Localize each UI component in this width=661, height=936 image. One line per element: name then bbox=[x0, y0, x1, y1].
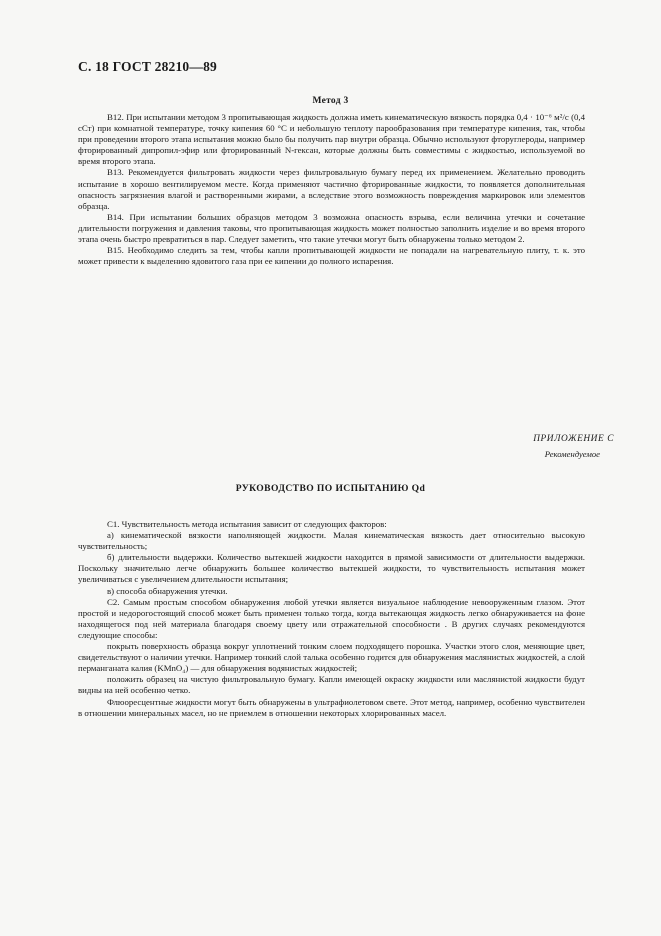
list-item-a: а) кинематической вязкости наполняющей жидкости. Малая кинематическая вязкость дает относительно высокую чувствительность; bbox=[78, 530, 585, 552]
guide-title: РУКОВОДСТВО ПО ИСПЫТАНИЮ Qd bbox=[235, 483, 426, 494]
appendix-status: Рекомендуемое bbox=[544, 449, 600, 459]
paragraph-b13: В13. Рекомендуется фильтровать жидкости через фильтровальную бумагу перед их применением. Желательно проводить испытание в хорошо вентилируемом месте. Когда применяют частично фторированные жидкости, то появляется дополнительная опасность загрязнения влагой и растворенными жирами, а вследствие этого возможность повреждения маркировок или элементов образца. bbox=[78, 167, 585, 211]
list-item-b: б) длительности выдержки. Количество вытекшей жидкости находится в прямой зависимости от длительности выдержки. Поскольку значительно легче обнаружить большее количество вытекшей жидкости, то чувствительность испытания может увеличиваться с увеличением длительности испытания; bbox=[78, 552, 585, 585]
paragraph-c2: С2. Самым простым способом обнаружения любой утечки является визуальное наблюдение невооруженным глазом. Этот простой и недорогостоящий способ может быть применен только тогда, когда вытекающая жидкость легко обнаруживается на фоне находящегося под ней материала благодаря своему цвету или отражательной способности . В других случаях рекомендуются следующие способы: bbox=[78, 596, 585, 640]
list-item-c: в) способа обнаружения утечки. bbox=[107, 585, 228, 596]
paragraph-b14: В14. При испытании больших образцов методом 3 возможна опасность взрыва, если величина утечки и сочетание длительности погружения и давления таковы, что пропитывающая жидкость может полностью заполнить изделие и во время второго этапа очень быстро превратиться в пар. Следует заметить, что такие утечки могут быть обнаружены только методом 2. bbox=[78, 211, 585, 245]
method-fluorescent: Флюоресцентные жидкости могут быть обнаружены в ультрафиолетовом свете. Этот метод, например, особенно чувствителен в отношении минеральных масел, но не приемлем в отношении некоторых хлорированных масел. bbox=[78, 696, 585, 718]
method-3-body bbox=[78, 112, 585, 267]
method-3-heading: Метод 3 bbox=[312, 96, 349, 106]
appendix-label: ПРИЛОЖЕНИЕ С bbox=[533, 434, 614, 444]
page-header: С. 18 ГОСТ 28210—89 bbox=[78, 59, 217, 74]
paragraph-b15: В15. Необходимо следить за тем, чтобы капли пропитывающей жидкости не попадали на нагревательную плиту, т. к. это может привести к выделению ядовитого газа при ее кипении до полного испарения. bbox=[78, 245, 585, 267]
paragraph-c1: С1. Чувствительность метода испытания зависит от следующих факторов: bbox=[107, 519, 387, 529]
method-powder: покрыть поверхность образца вокруг уплотнений тонким слоем подходящего порошка. Участки этого слоя, меняющие цвет, свидетельствуют о наличии утечки. Например тонкий слой талька особенно годится для обнаружения маслянистых жидкостей, а слой перманганата калия (KMnO₄) — для обнаружения водянистых жидкостей; bbox=[78, 641, 585, 674]
paragraph-b12: В12. При испытании методом 3 пропитывающая жидкость должна иметь кинематическую вязкость порядка 0,4 · 10⁻⁶ м²/с (0,4 сСт) при комнатной температуре, точку кипения 60 °С и небольшую теплоту парообразования при температуре кипения, так, чтобы при проведении второго этапа испытания можно было бы получить пар внутри образца. Обычно используют фторуглероды, например фторированный дипропил-эфир или фторированный N-гексан, которые должны быть совместимы с жидкостью, используемой во время второго этапа. bbox=[78, 112, 585, 167]
method-filter-paper: положить образец на чистую фильтровальную бумагу. Капли имеющей окраску жидкости или маслянистой жидкости будут видны на ней особенно четко. bbox=[78, 674, 585, 696]
appendix-body bbox=[78, 519, 585, 719]
